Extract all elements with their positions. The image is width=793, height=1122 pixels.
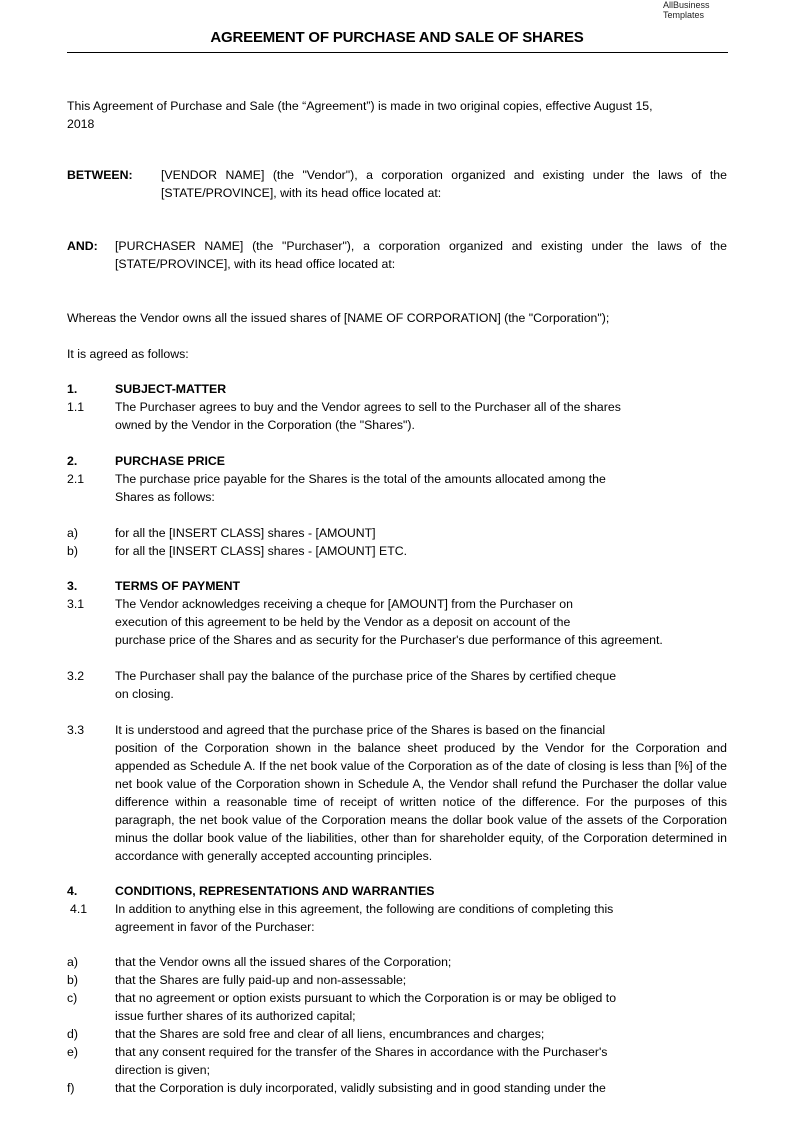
brand-line-1: AllBusiness	[663, 0, 710, 10]
item-2-b-number: b)	[67, 544, 78, 558]
clause-2-1-line-2: Shares as follows:	[115, 490, 215, 504]
brand-line-2: Templates	[663, 10, 705, 20]
clause-1-1-text	[115, 398, 727, 434]
and-line-2: [STATE/PROVINCE], with its head office located at:	[115, 257, 396, 271]
clause-3-3-number: 3.3	[67, 723, 85, 737]
between-line-2: [STATE/PROVINCE], with its head office located at:	[161, 186, 442, 200]
section-1-number: 1.	[67, 382, 78, 396]
between-party	[161, 166, 727, 202]
item-4-e-number: e)	[67, 1045, 78, 1059]
item-4-a-number: a)	[67, 955, 78, 969]
item-2-b-text: for all the [INSERT CLASS] shares - [AMOUNT] ETC.	[115, 544, 408, 558]
clause-3-2-line-1: The Purchaser shall pay the balance of the purchase price of the Shares by certified cheque	[115, 669, 617, 683]
clause-2-1-text	[115, 470, 727, 506]
section-4-heading: CONDITIONS, REPRESENTATIONS AND WARRANTIES	[115, 884, 435, 898]
section-2-number: 2.	[67, 454, 78, 468]
item-4-e-text	[115, 1043, 727, 1079]
item-4-e-line-2: direction is given;	[115, 1063, 211, 1077]
section-3-number: 3.	[67, 579, 78, 593]
clause-1-1-line-2: owned by the Vendor in the Corporation (the "Shares").	[115, 418, 415, 432]
clause-3-2-text	[115, 667, 727, 703]
section-2-heading: PURCHASE PRICE	[115, 454, 226, 468]
item-4-f-text: that the Corporation is duly incorporated, validly subsisting and in good standing under the	[115, 1081, 606, 1095]
and-line-1: [PURCHASER NAME] (the "Purchaser"), a corporation organized and existing under the laws of the	[115, 239, 727, 253]
between-line-1: [VENDOR NAME] (the "Vendor"), a corporation organized and existing under the laws of the	[161, 168, 727, 182]
item-2-a-text: for all the [INSERT CLASS] shares - [AMOUNT]	[115, 526, 376, 540]
section-4-number: 4.	[67, 884, 78, 898]
clause-3-1-line-1: The Vendor acknowledges receiving a cheque for [AMOUNT] from the Purchaser on	[115, 597, 573, 611]
section-1-heading: SUBJECT-MATTER	[115, 382, 227, 396]
item-2-a-number: a)	[67, 526, 78, 540]
intro-line-1: This Agreement of Purchase and Sale (the “Agreement”) is made in two original copies, effective August 15,	[67, 99, 653, 113]
clause-3-1-line-3: purchase price of the Shares and as security for the Purchaser's due performance of this agreement.	[115, 633, 663, 647]
section-3-heading: TERMS OF PAYMENT	[115, 579, 241, 593]
item-4-c-line-1: that no agreement or option exists pursuant to which the Corporation is or may be obliged to	[115, 991, 617, 1005]
item-4-d-number: d)	[67, 1027, 78, 1041]
clause-3-3-body: position of the Corporation shown in the balance sheet produced by the Vendor for the Corporation and appended as Schedule A. If the net book value of the Corporation as of the date of closing is less than [%] of the net book value of the Corporation shown in Schedule A, the Vendor shall refund the Purchaser the dollar value difference within a reasonable time of receipt of written notice of the difference. For the purposes of this paragraph, the net book value of the Corporation means the dollar book value of the assets of the Corporation minus the dollar book value of the liabilities, other than for shareholder equity, of the Corporation determined in accordance with generally accepted accounting principles.	[115, 741, 727, 863]
clause-3-1-number: 3.1	[67, 597, 85, 611]
item-4-c-text	[115, 989, 727, 1025]
title-rule	[67, 52, 728, 53]
item-4-b-number: b)	[67, 973, 78, 987]
clause-3-3-line-1: It is understood and agreed that the purchase price of the Shares is based on the financial	[115, 723, 606, 737]
clause-3-1-line-2: execution of this agreement to be held by the Vendor as a deposit on account of the	[115, 615, 571, 629]
agreed-statement: It is agreed as follows:	[67, 347, 189, 361]
item-4-a-text: that the Vendor owns all the issued shares of the Corporation;	[115, 955, 452, 969]
item-4-b-text: that the Shares are fully paid-up and non-assessable;	[115, 973, 407, 987]
brand-logo	[663, 0, 710, 20]
intro-line-2: 2018	[67, 117, 95, 131]
clause-3-2-number: 3.2	[67, 669, 85, 683]
item-4-e-line-1: that any consent required for the transfer of the Shares in accordance with the Purchaser's	[115, 1045, 608, 1059]
document-title: AGREEMENT OF PURCHASE AND SALE OF SHARES	[210, 29, 584, 46]
item-4-c-line-2: issue further shares of its authorized capital;	[115, 1009, 356, 1023]
intro-paragraph	[67, 97, 727, 133]
item-4-f-number: f)	[67, 1081, 75, 1095]
clause-4-1-line-1: In addition to anything else in this agreement, the following are conditions of completing this	[115, 902, 614, 916]
clause-3-1-text	[115, 595, 727, 649]
and-label: AND:	[67, 239, 98, 253]
clause-1-1-line-1: The Purchaser agrees to buy and the Vendor agrees to sell to the Purchaser all of the shares	[115, 400, 621, 414]
clause-4-1-text	[115, 900, 727, 936]
clause-2-1-number: 2.1	[67, 472, 85, 486]
and-party	[115, 237, 727, 273]
whereas-clause: Whereas the Vendor owns all the issued shares of [NAME OF CORPORATION] (the "Corporation");	[67, 311, 610, 325]
clause-4-1-number: 4.1	[70, 902, 88, 916]
item-4-c-number: c)	[67, 991, 78, 1005]
clause-3-3-text	[115, 721, 727, 865]
clause-2-1-line-1: The purchase price payable for the Shares is the total of the amounts allocated among the	[115, 472, 606, 486]
clause-1-1-number: 1.1	[67, 400, 85, 414]
between-label: BETWEEN:	[67, 168, 133, 182]
clause-3-2-line-2: on closing.	[115, 687, 174, 701]
item-4-d-text: that the Shares are sold free and clear of all liens, encumbrances and charges;	[115, 1027, 545, 1041]
clause-4-1-line-2: agreement in favor of the Purchaser:	[115, 920, 315, 934]
